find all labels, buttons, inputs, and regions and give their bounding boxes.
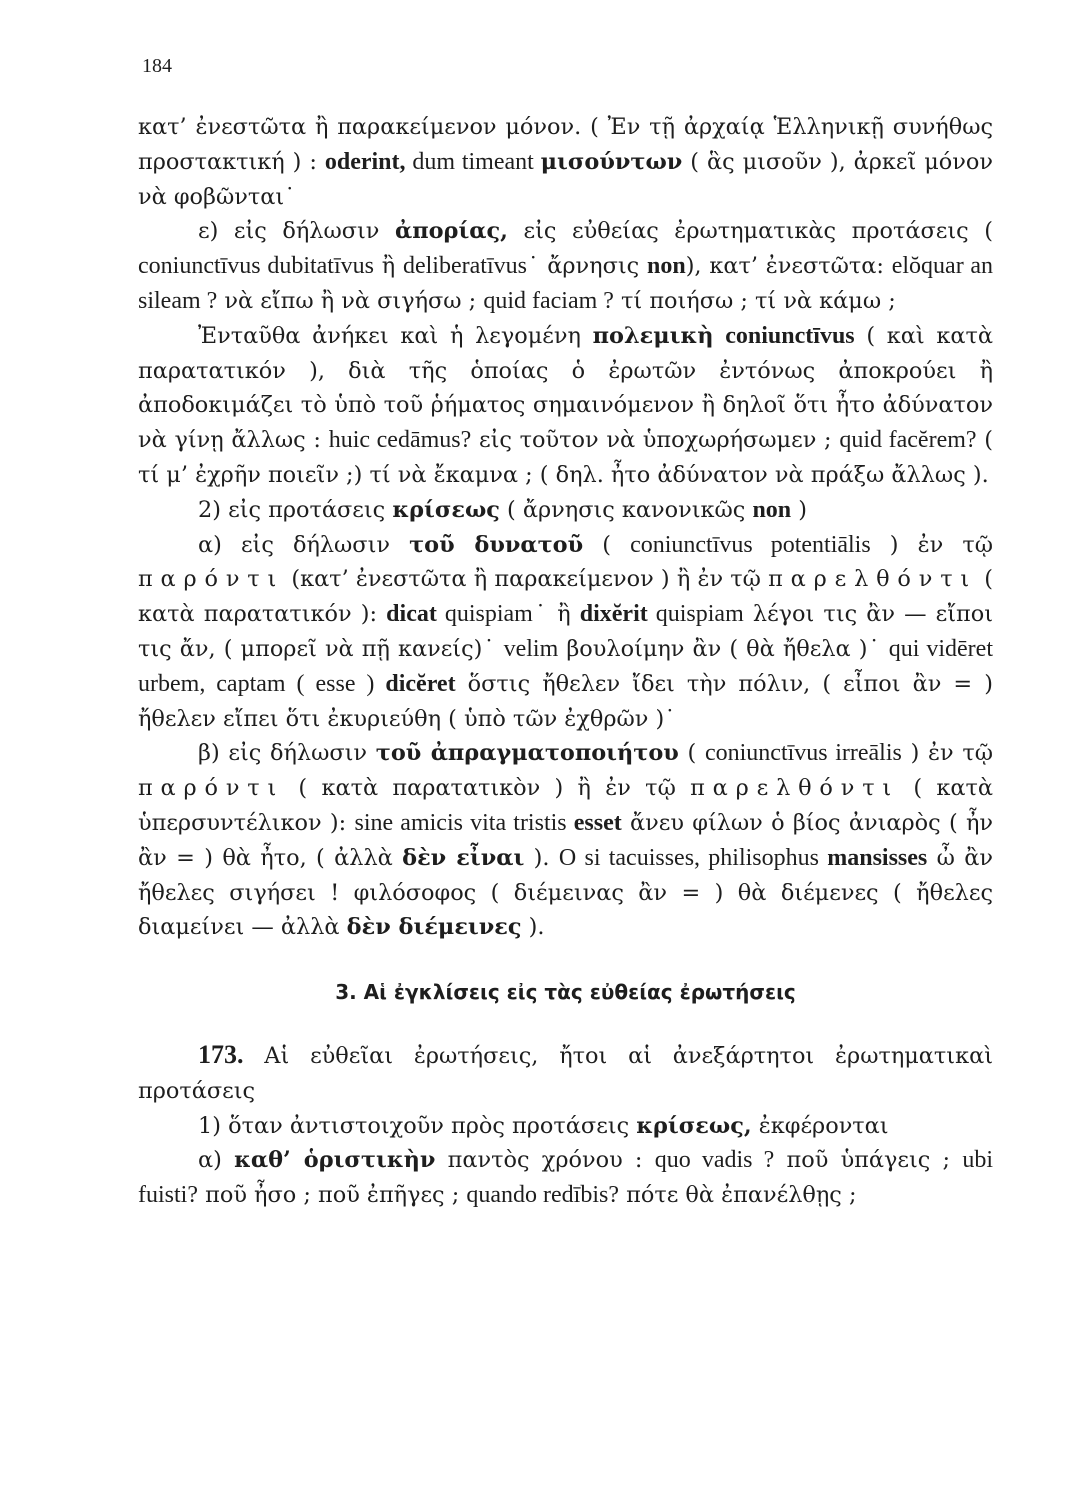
text-run: λέγοι τις ἂν — εἴποι τις ἄν, ( μπορεῖ νὰ πῇ κανείς)˙ bbox=[138, 601, 994, 662]
bold-term: τοῦ ἀπραγματοποιήτου bbox=[375, 740, 679, 767]
latin-bold: dicĕret bbox=[385, 670, 456, 697]
latin-text: O si tacuisses, philisophus bbox=[558, 844, 828, 871]
text-run: β) εἰς δήλωσιν bbox=[198, 740, 376, 767]
text-run: 2) εἰς προτάσεις bbox=[198, 496, 393, 523]
text-run: ( bbox=[678, 740, 705, 767]
text-run: Ἐνταῦθα ἀνήκει καὶ ἡ λεγομένη bbox=[198, 322, 593, 349]
bold-term: δὲν εἶναι bbox=[402, 844, 525, 871]
text-run: παντὸς χρόνου : bbox=[435, 1147, 655, 1174]
paragraph-173 bbox=[138, 1038, 993, 1109]
latin-text: coniunctīvus dubitatīvus bbox=[138, 253, 374, 280]
text-run: ἄνευ φίλων ὁ βίος ἀνιαρὸς ( ἦν ἂν = ) θὰ ἦτο, ( ἀλλὰ bbox=[138, 809, 993, 871]
text-run: ἐκφέρονται bbox=[751, 1112, 889, 1139]
text-run: 1) ὅταν ἀντιστοιχοῦν πρὸς προτάσεις bbox=[198, 1112, 637, 1139]
text-run: ) ἐν τῷ bbox=[870, 531, 993, 558]
text-run bbox=[714, 323, 726, 349]
latin-text: qui vidēret urbem, captam ( esse ) bbox=[138, 635, 993, 697]
paragraph-173-alpha bbox=[138, 1143, 993, 1213]
paragraph-polemiki bbox=[138, 319, 993, 493]
bold-term: κρίσεως bbox=[392, 496, 500, 523]
text-run: ( κατὰ ὑπερσυντέλικον ): bbox=[138, 775, 993, 836]
text-run: ἢ bbox=[373, 253, 403, 280]
text-run: ὅστις ἤθελεν ἴδει τὴν πόλιν, ( εἶποι ἂν = ) ἤθελεν εἴπει ὅτι ἐκυριεύθη ( ὑπὸ τῶν ἐχθρῶν )˙ bbox=[138, 670, 993, 732]
section-number: 173. bbox=[198, 1039, 244, 1069]
latin-text: ubi fuisti? bbox=[138, 1147, 994, 1209]
spaced-term: παρόντι bbox=[138, 566, 285, 593]
section-heading: 3. Αἱ ἐγκλίσεις εἰς τὰς εὐθείας ἐρωτήσεις bbox=[335, 980, 796, 1005]
text-run: ὦ ἂν ἤθελες σιγήσει ! φιλόσοφος ( διέμεινας ἂν = ) θὰ διέμενες ( ἤθελες διαμείνει — ἀλλὰ bbox=[138, 844, 993, 941]
paragraph-173-one bbox=[138, 1109, 993, 1144]
text-run: ) ἐν τῷ bbox=[901, 740, 993, 767]
text-run: ( κατὰ παρατατικὸν ) ἢ ἐν τῷ bbox=[284, 775, 691, 802]
bold-term: κρίσεως, bbox=[636, 1112, 752, 1139]
latin-bold: oderint, bbox=[324, 148, 406, 175]
latin-bold: non bbox=[752, 496, 792, 523]
spaced-term: παρόντι bbox=[138, 775, 285, 802]
latin-bold: dixĕrit bbox=[579, 601, 648, 628]
text-run: ε) εἰς δήλωσιν bbox=[198, 218, 395, 245]
bold-term: πολεμικὴ bbox=[592, 322, 714, 349]
text-run: α) εἰς δήλωσιν bbox=[198, 531, 410, 558]
bold-term: δὲν διέμεινες bbox=[346, 914, 522, 941]
latin-text: dum timeant bbox=[405, 148, 541, 175]
text-run: ( ἃς μισοῦν ), ἀρκεῖ μόνον νὰ φοβῶνται˙ bbox=[138, 148, 993, 210]
latin-text: deliberatīvus bbox=[402, 253, 527, 280]
latin-text: sine amicis vita tristis bbox=[354, 809, 574, 836]
text-run: ( τί μ’ ἐχρῆν ποιεῖν ;) τί νὰ ἔκαμνα ; ( δηλ. ἦτο ἀδύνατον νὰ πράξω ἄλλως ). bbox=[138, 427, 994, 488]
text-run: εἰς τοῦτον νὰ ὑποχωρήσωμεν ; bbox=[471, 427, 840, 454]
text-run: (κατ’ ἐνεστῶτα ἢ παρακείμενον ) ἢ ἐν τῷ bbox=[284, 566, 769, 593]
latin-text: quo vadis ? bbox=[654, 1147, 775, 1174]
text-run: α) bbox=[198, 1147, 235, 1174]
latin-text: quando redībis? bbox=[466, 1182, 619, 1209]
text-run: Αἱ εὐθεῖαι ἐρωτήσεις, ἤτοι αἱ ἀνεξάρτητοι ἐρωτηματικαὶ προτάσεις bbox=[138, 1042, 993, 1104]
body-text bbox=[138, 110, 993, 1213]
bold-term: ἀπορίας, bbox=[395, 218, 508, 245]
text-run: ποῦ ὑπάγεις ; bbox=[774, 1147, 963, 1174]
text-run: ) bbox=[791, 496, 807, 523]
text-run: ). bbox=[524, 844, 559, 871]
latin-bold: dicat bbox=[386, 601, 437, 628]
text-run: εἰς εὐθείας ἐρωτηματικὰς προτάσεις ( bbox=[507, 218, 993, 245]
latin-bold: coniunctīvus bbox=[725, 322, 855, 349]
latin-text: quispiam bbox=[436, 601, 533, 628]
latin-bold: mansisses bbox=[827, 844, 928, 871]
latin-text: quid faciam ? bbox=[483, 287, 614, 314]
text-run: ( ἄρνησις κανονικῶς bbox=[499, 496, 753, 523]
bold-term: καθ’ ὁριστικὴν bbox=[234, 1147, 436, 1174]
latin-text: velim bbox=[503, 635, 559, 662]
page-number: 184 bbox=[142, 55, 172, 77]
paragraph-alpha-potential bbox=[138, 528, 993, 737]
text-run: ποῦ ἦσο ; ποῦ ἐπῆγες ; bbox=[198, 1182, 467, 1209]
text-run: ˙ ἢ bbox=[532, 601, 580, 628]
text-run: νὰ εἴπω ἢ νὰ σιγήσω ; bbox=[217, 287, 484, 314]
latin-text: quispiam bbox=[647, 601, 744, 628]
text-run: κατ’ ἐνεστῶτα ἢ παρακείμενον μόνον. ( Ἐν τῇ ἀρχαίᾳ Ἑλληνικῇ συνήθως προστακτική ) : bbox=[138, 114, 993, 175]
latin-bold: non bbox=[646, 253, 686, 280]
text-run: ( bbox=[583, 531, 631, 558]
text-run: ), κατ’ ἐνεστῶτα: bbox=[685, 253, 892, 280]
paragraph-present-only bbox=[138, 110, 993, 214]
latin-text: quid facĕrem? bbox=[839, 427, 977, 454]
text-run: πότε θὰ ἐπανέλθῃς ; bbox=[619, 1182, 857, 1209]
text-run: ( καὶ κατὰ παρατατικόν ), διὰ τῆς ὁποίας ὁ ἐρωτῶν ἐντόνως ἀποκρούει ἢ ἀποδοκιμάζει τὸ ὑπὸ τοῦ ῥήματος σημαινόμενον ἢ δηλοῖ ὅτι ἦτο ἀδύνατον νὰ γίνῃ ἄλλως : bbox=[138, 322, 994, 454]
paragraph-beta-irrealis bbox=[138, 736, 993, 945]
latin-text: huic cedāmus? bbox=[328, 427, 472, 454]
latin-bold: esset bbox=[573, 809, 622, 836]
latin-text: coniunctīvus irreālis bbox=[704, 740, 902, 767]
text-run: ( κατὰ παρατατικόν ): bbox=[138, 566, 993, 628]
latin-text: coniunctīvus potentiālis bbox=[630, 531, 871, 558]
bold-term: μισούντων bbox=[540, 148, 683, 175]
text-run: τί ποιήσω ; τί νὰ κάμω ; bbox=[613, 287, 896, 314]
spaced-term: παρελθόντι bbox=[690, 775, 900, 802]
spaced-term: παρελθόντι bbox=[768, 566, 978, 593]
text-run: ˙ ἄρνησις bbox=[526, 253, 647, 280]
text-run: βουλοίμην ἂν ( θὰ ἤθελα )˙ bbox=[558, 635, 889, 662]
latin-text: elŏquar an sileam ? bbox=[138, 253, 994, 314]
bold-term: τοῦ δυνατοῦ bbox=[409, 531, 584, 558]
paragraph-krisis bbox=[138, 493, 993, 528]
text-run: ). bbox=[521, 914, 545, 941]
paragraph-e-aporia bbox=[138, 214, 993, 318]
